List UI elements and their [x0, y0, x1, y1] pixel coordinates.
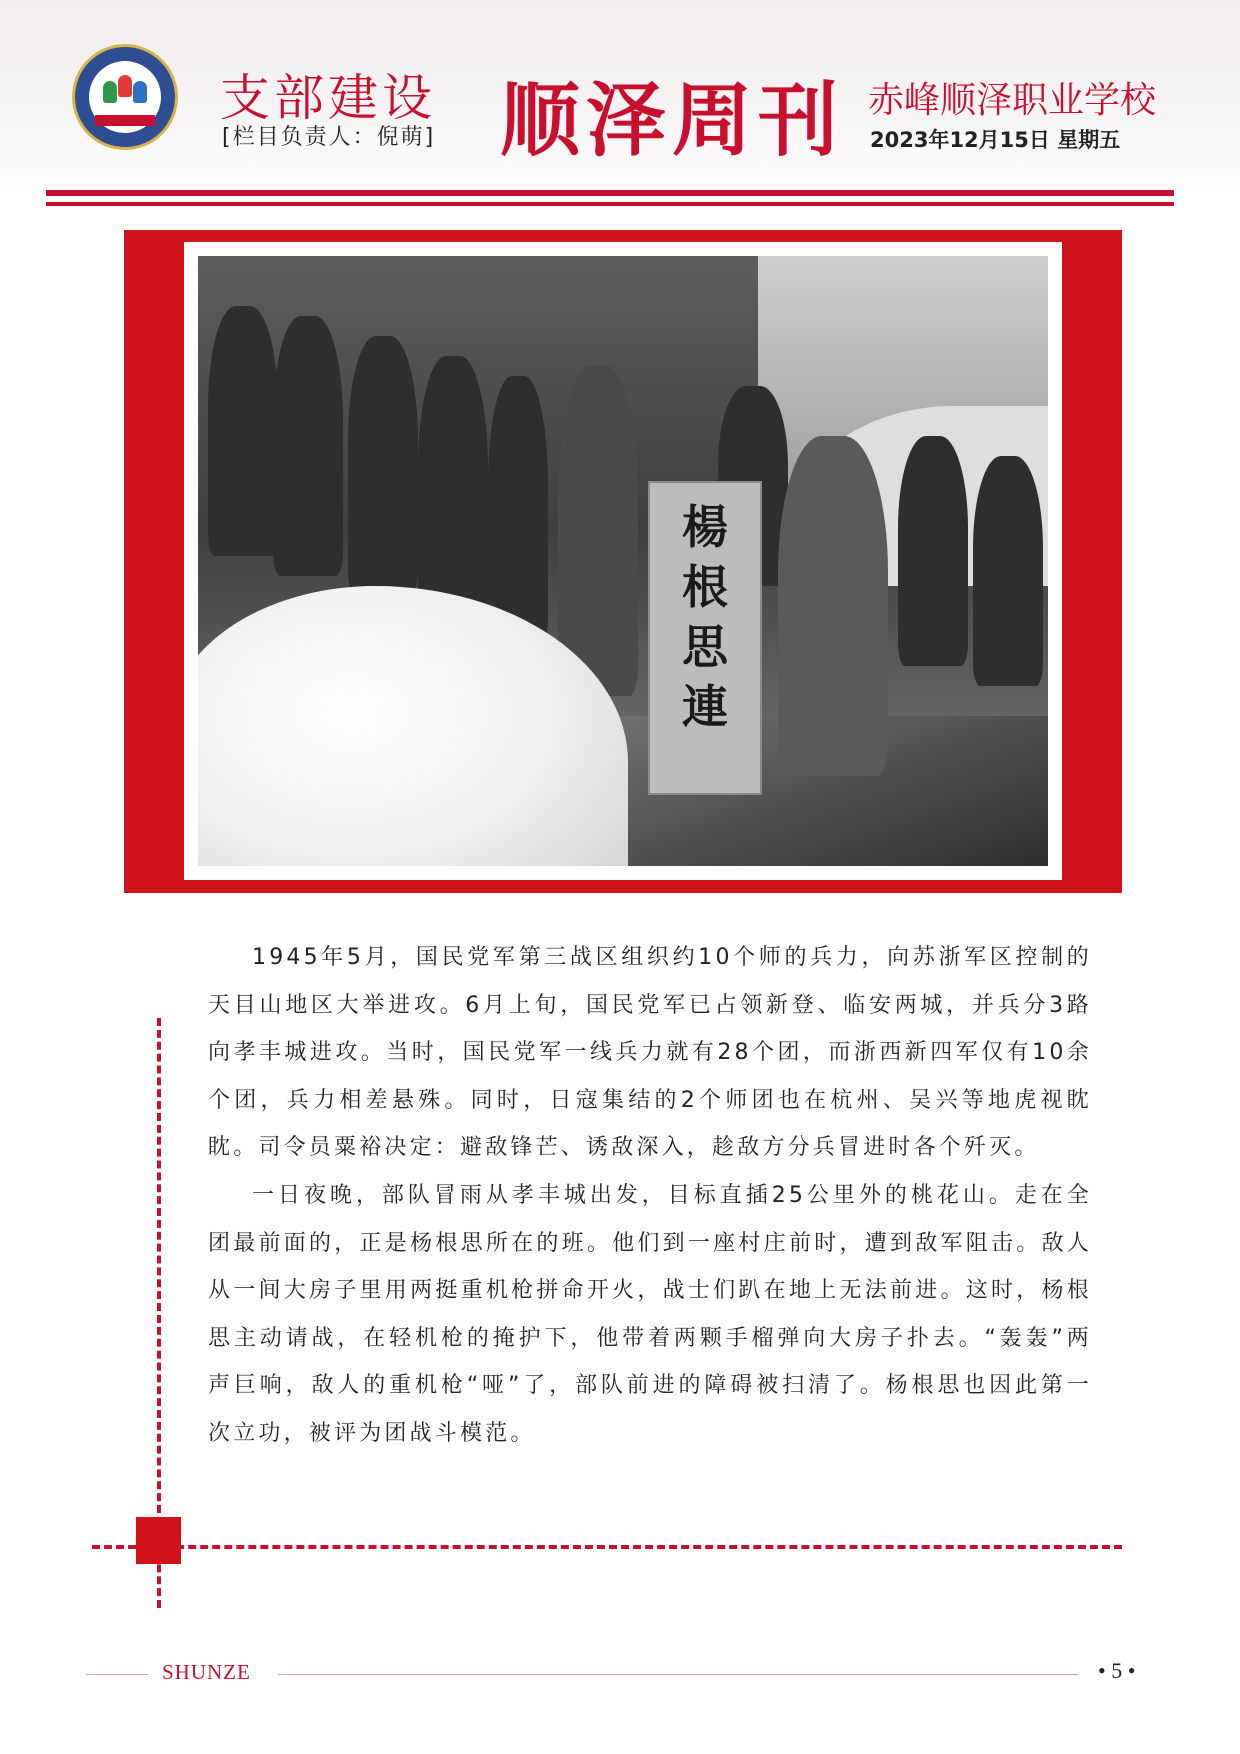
- masthead-title: 顺泽周刊: [500, 73, 844, 167]
- logo-figure-red-icon: [118, 75, 132, 97]
- logo-emblem: [89, 61, 161, 133]
- page-number: • 5 •: [1098, 1658, 1136, 1683]
- logo-band: [95, 115, 155, 126]
- logo-figure-green-icon: [103, 81, 117, 103]
- soldier-figure: [973, 456, 1043, 686]
- school-logo: [72, 44, 178, 150]
- soldier-figure: [273, 316, 343, 576]
- school-name: 赤峰顺泽职业学校: [868, 80, 1157, 121]
- column-title: 支部建设: [220, 69, 436, 127]
- article-paragraph: 一日夜晚，部队冒雨从孝丰城出发，目标直插25公里外的桃花山。走在全团最前面的，正是杨根思所在的班。他们到一座村庄前时，遭到敌军阻击。敌人从一间大房子里用两挺重机枪拼命开火，战士们趴在地上无法前进。这时，杨根思主动请战，在轻机枪的掩护下，他带着两颗手榴弹向大房子扑去。“轰轰”两声巨响，敌人的重机枪“哑”了，部队前进的障碍被扫清了。杨根思也因此第一次立功，被评为团战斗模范。: [208, 1182, 1092, 1446]
- soldier-figure: [898, 436, 968, 666]
- article-paragraph: 1945年5月，国民党军第三战区组织约10个师的兵力，向苏浙军区控制的天目山地区大举进攻。6月上旬，国民党军已占领新登、临安两城，并兵分3路向孝丰城进攻。当时，国民党军一线兵力就有28个团，而浙西新四军仅有10余个团，兵力相差悬殊。同时，日寇集结的2个师团也在杭州、吴兴等地虎视眈眈。司令员粟裕决定：避敌锋芒、诱敌深入，趁敌方分兵冒进时各个歼灭。: [208, 945, 1092, 1161]
- header-rule-thin: [46, 202, 1174, 206]
- photo-mat: [184, 242, 1062, 880]
- logo-figure-blue-icon: [133, 81, 147, 103]
- header-rule-thick: [46, 190, 1174, 196]
- soldier-figure: [488, 376, 548, 646]
- soldier-figure: [208, 306, 278, 556]
- decorative-horizontal-dash: [92, 1545, 1122, 1549]
- banner-text: 楊根思連: [682, 500, 728, 734]
- photo-banner: [648, 481, 762, 795]
- historical-photo: [198, 256, 1048, 866]
- soldier-figure: [348, 336, 418, 596]
- soldier-figure: [778, 436, 888, 776]
- footer-brand: SHUNZE: [162, 1660, 251, 1684]
- soldier-figure: [558, 366, 638, 696]
- issue-date: 2023年12月15日 星期五: [870, 128, 1121, 152]
- footer-line-left: [86, 1674, 148, 1675]
- column-editor: [栏目负责人：倪萌]: [222, 125, 436, 150]
- decorative-red-square: [136, 1517, 181, 1564]
- footer-line-right: [278, 1674, 1078, 1675]
- article-body: [208, 934, 1092, 1458]
- photo-frame: [124, 230, 1122, 893]
